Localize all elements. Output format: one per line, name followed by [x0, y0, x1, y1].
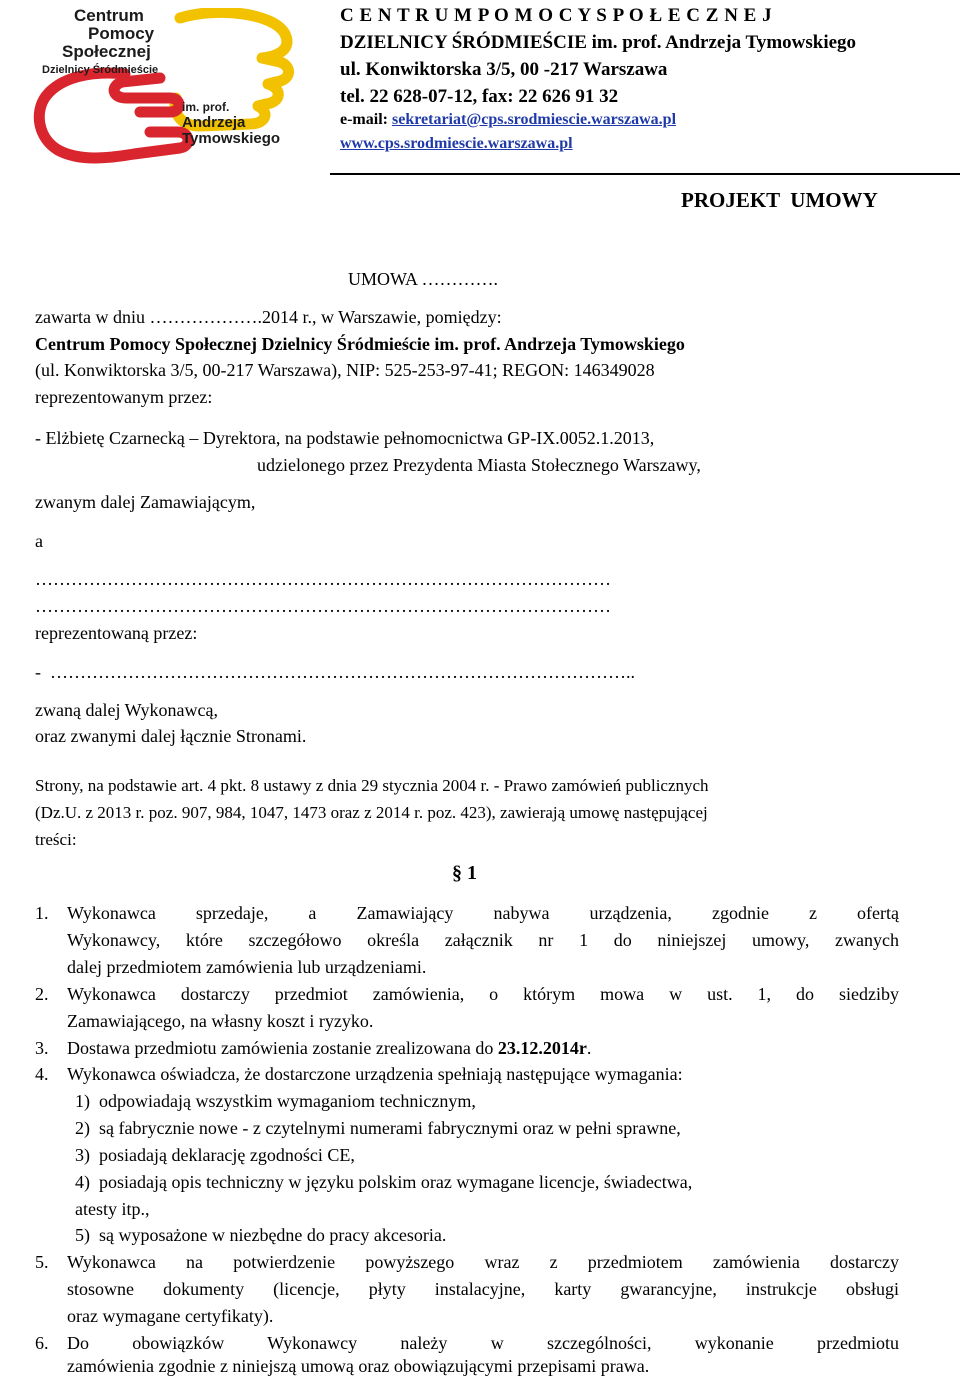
and-label: a	[35, 531, 43, 551]
item-3-text-before: Dostawa przedmiotu zamówienia zostanie zrealizowana do	[67, 1038, 498, 1058]
represented-by-2: reprezentowaną przez:	[35, 623, 198, 643]
org-address: ul. Konwiktorska 3/5, 00 -217 Warszawa	[340, 59, 668, 80]
item-1-line-3: dalej przedmiotem zamówienia lub urządzeniami.	[67, 957, 427, 977]
subitem-1: 1) odpowiadają wszystkim wymaganiom technicznym,	[75, 1091, 476, 1111]
item-5-line-3: oraz wymagane certyfikaty).	[67, 1306, 274, 1326]
item-1-line-1: Wykonawca sprzedaje, a Zamawiający nabywa urządzenia, zgodnie z ofertą	[67, 903, 899, 923]
item-5-number: 5.	[35, 1252, 49, 1272]
org-email	[340, 111, 676, 129]
subitem-4: 4) posiadają opis techniczny w języku polskim oraz wymagane licencje, świadectwa,	[75, 1172, 693, 1192]
represented-by: reprezentowanym przez:	[35, 387, 213, 407]
dots-line-2: ……………………………………………………………………………………	[35, 596, 611, 616]
item-1-number: 1.	[35, 903, 49, 923]
agreement-made-on: zawarta w dniu ……………….2014 r., w Warszawie, pomiędzy:	[35, 307, 502, 327]
email-link[interactable]: sekretariat@cps.srodmiescie.warszawa.pl	[391, 111, 677, 128]
logo-text-pomocy: Pomocy	[88, 24, 155, 43]
logo-text-centrum: Centrum	[74, 6, 144, 25]
subitem-3: 3) posiadają deklarację zgodności CE,	[75, 1145, 355, 1165]
item-3-date: 23.12.2014r	[497, 1038, 587, 1058]
logo	[30, 8, 320, 168]
subitem-5: 5) są wyposażone w niezbędne do pracy akcesoria.	[75, 1225, 447, 1245]
subitem-4-cont: atesty itp.,	[75, 1199, 150, 1219]
representative: - Elżbietę Czarnecką – Dyrektora, na podstawie pełnomocnictwa GP-IX.0052.1.2013,	[35, 428, 655, 448]
subitem-2: 2) są fabrycznie nowe - z czytelnymi numerami fabrycznymi oraz w pełni sprawne,	[75, 1118, 681, 1138]
section-1-heading: § 1	[452, 862, 477, 884]
dash-line: - ……………………………………………………………………………………..	[35, 662, 635, 682]
legal-basis-3: treści:	[35, 830, 77, 849]
header-divider	[330, 173, 960, 175]
project-title: PROJEKT UMOWY	[681, 188, 878, 212]
org-website[interactable]: www.cps.srodmiescie.warszawa.pl	[340, 135, 573, 152]
logo-text-tymowskiego: Tymowskiego	[182, 130, 281, 147]
legal-basis-1: Strony, na podstawie art. 4 pkt. 8 ustawy z dnia 29 stycznia 2004 r. - Prawo zamówień publicznych	[35, 776, 709, 795]
item-4-line-1: Wykonawca oświadcza, że dostarczone urządzenia spełniają następujące wymagania:	[67, 1064, 683, 1084]
called-contractor: zwaną dalej Wykonawcą,	[35, 700, 218, 720]
item-6-line-2: zamówienia zgodnie z niniejszą umową oraz obowiązującymi przepisami prawa.	[67, 1356, 650, 1376]
item-3-number: 3.	[35, 1038, 49, 1058]
agreement-title: UMOWA ………….	[348, 269, 499, 289]
dots-line-1: ……………………………………………………………………………………	[35, 569, 611, 589]
logo-text-dzielnicy: Dzielnicy Śródmieście	[42, 64, 159, 76]
item-3-text-after: .	[586, 1038, 592, 1058]
party1-name: Centrum Pomocy Społecznej Dzielnicy Śródmieście im. prof. Andrzeja Tymowskiego	[35, 334, 685, 354]
org-phone: tel. 22 628-07-12, fax: 22 626 91 32	[340, 86, 619, 107]
party1-address: (ul. Konwiktorska 3/5, 00-217 Warszawa), NIP: 525-253-97-41; REGON: 146349028	[35, 360, 655, 380]
item-5-line-1: Wykonawca na potwierdzenie powyższego wraz z przedmiotem zamówienia dostarczy	[67, 1252, 899, 1272]
org-name-line2: DZIELNICY ŚRÓDMIEŚCIE im. prof. Andrzeja Tymowskiego	[340, 32, 857, 53]
item-5-line-2: stosowne dokumenty (licencje, płyty instalacyjne, karty gwarancyjne, instrukcje obsługi	[67, 1279, 899, 1299]
item-1-line-2: Wykonawcy, które szczegółowo określa załącznik nr 1 do niniejszej umowy, zwanych	[67, 930, 899, 950]
item-2-number: 2.	[35, 984, 49, 1004]
email-label: e-mail:	[340, 111, 392, 128]
item-6-number: 6.	[35, 1333, 49, 1353]
org-name-line1: C E N T R U M P O M O C Y S P O Ł E C Z N E J	[340, 5, 773, 26]
called-parties: oraz zwanymi dalej łącznie Stronami.	[35, 726, 307, 746]
item-6-line-1: Do obowiązków Wykonawcy należy w szczególności, wykonanie przedmiotu	[67, 1333, 899, 1353]
legal-basis-2: (Dz.U. z 2013 r. poz. 907, 984, 1047, 1473 oraz z 2014 r. poz. 423), zawierają umowę następującej	[35, 803, 708, 822]
logo-text-spolecznej: Społecznej	[62, 42, 151, 61]
item-3-text	[67, 1035, 591, 1062]
item-4-number: 4.	[35, 1064, 49, 1084]
logo-text-improf: im. prof.	[182, 100, 230, 114]
logo-text-andrzeja: Andrzeja	[182, 114, 246, 131]
called-ordering: zwanym dalej Zamawiającym,	[35, 492, 256, 512]
representative-cont: udzielonego przez Prezydenta Miasta Stołecznego Warszawy,	[257, 455, 701, 475]
item-2-line-1: Wykonawca dostarczy przedmiot zamówienia, o którym mowa w ust. 1, do siedziby	[67, 984, 899, 1004]
item-2-line-2: Zamawiającego, na własny koszt i ryzyko.	[67, 1011, 374, 1031]
